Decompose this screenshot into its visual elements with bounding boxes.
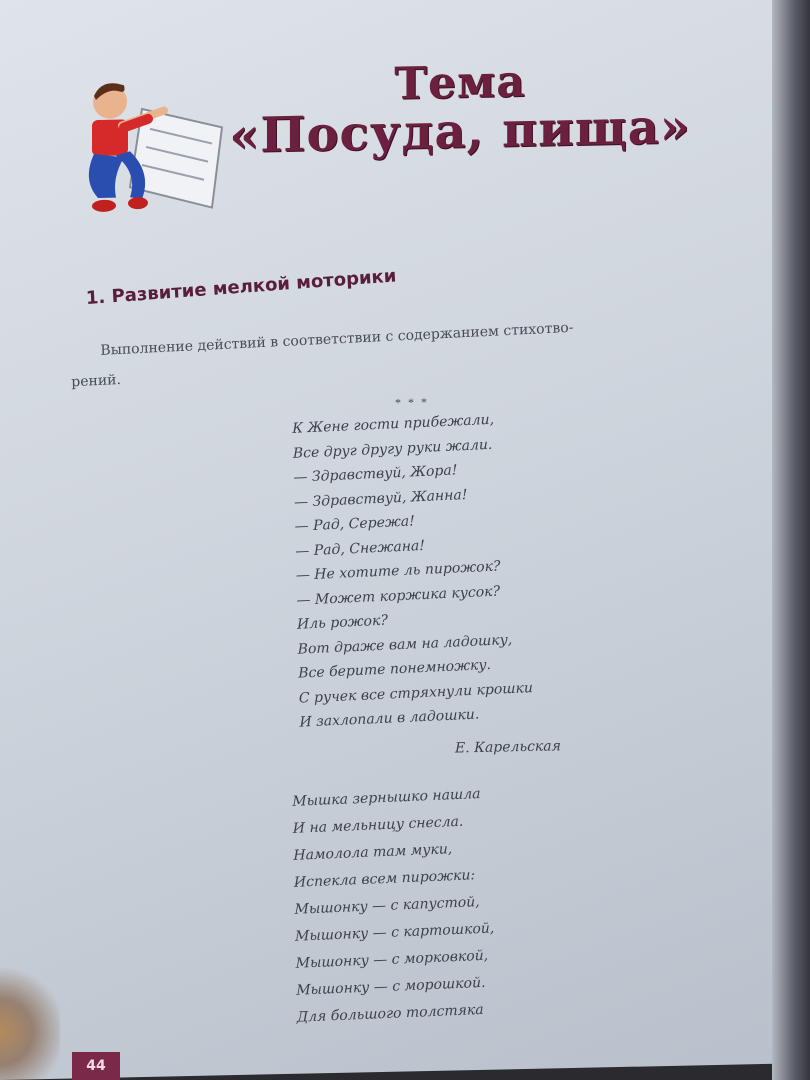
poem-line: Вот драже вам на ладошку,: [297, 631, 513, 658]
poem-line: И на мельницу снесла.: [292, 813, 464, 837]
poem-line: Намолола там муки,: [293, 841, 453, 864]
poem-line: И захлопали в ладошки.: [299, 706, 480, 731]
poem-line: Мышка зернышко нашла: [292, 785, 481, 810]
poem-line: — Не хотите ль пирожок?: [295, 558, 501, 584]
intro-line-1: Выполнение действий в соответствии с содержанием стихотво-: [100, 319, 574, 359]
title-block: [220, 55, 700, 165]
poem-2: [292, 775, 617, 1031]
poem-line: Все друг другу руки жали.: [292, 436, 493, 462]
poem-line: К Жене гости прибежали,: [292, 411, 495, 437]
intro-line-2: рений.: [71, 371, 122, 391]
intro-text: [71, 304, 761, 396]
poem-line: Испекла всем пирожки:: [293, 867, 476, 891]
book-page-edge: [772, 0, 810, 1080]
poem-author: Е. Карельская: [455, 738, 561, 757]
page-number: 44: [72, 1052, 120, 1080]
poem-line: — Здравствуй, Жанна!: [293, 486, 468, 511]
poem-line: Мышонку — с картошкой,: [294, 920, 495, 945]
poem-line: — Может коржика кусок?: [296, 583, 501, 609]
poem-line: Все берите понемножку.: [298, 656, 492, 682]
title-line-2: «Посуда, пища»: [229, 98, 691, 165]
poem-line: Мышонку — с капустой,: [294, 894, 480, 918]
poem-line: — Здравствуй, Жора!: [293, 462, 458, 486]
poem-line: Мышонку — с морковкой,: [295, 947, 489, 972]
poem-line: Мышонку — с морошкой.: [296, 974, 486, 999]
poem-line: С ручек все стряхнули крошки: [298, 679, 534, 707]
poem-separator-stars: * * *: [395, 395, 429, 410]
finger-shadow: [0, 960, 60, 1080]
poem-line: — Рад, Снежана!: [295, 537, 426, 560]
poem-line: — Рад, Сережа!: [294, 513, 415, 535]
poem-line: Иль рожок?: [296, 612, 389, 633]
poem-1: [292, 402, 620, 735]
boy-with-paper-illustration: [72, 67, 232, 230]
section-heading: 1. Развитие мелкой моторики: [85, 265, 397, 310]
poem-line: Для большого толстяка: [296, 1001, 484, 1026]
title-line-1: Тема: [394, 55, 526, 110]
